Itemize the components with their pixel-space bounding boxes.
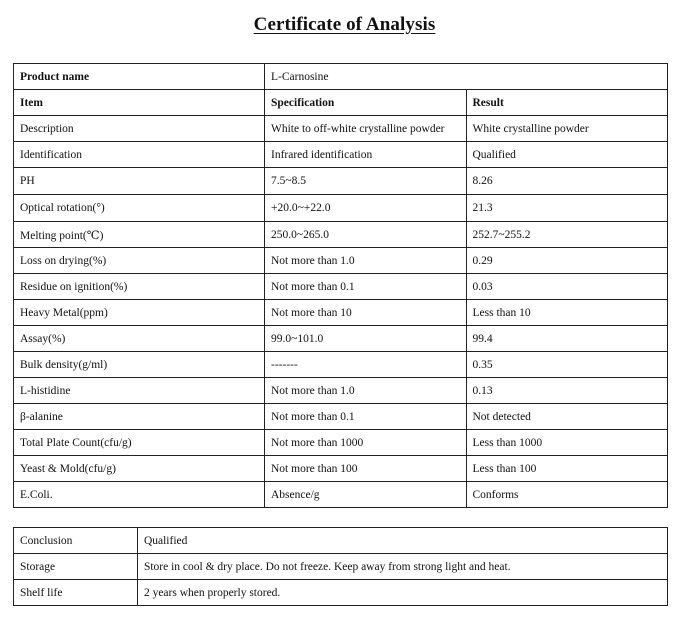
- row-item: Residue on ignition(%): [14, 274, 265, 300]
- table-row: [14, 456, 668, 482]
- row-result: 99.4: [466, 326, 668, 352]
- table-row: [14, 430, 668, 456]
- summary-row: [14, 580, 668, 606]
- row-item: Heavy Metal(ppm): [14, 300, 265, 326]
- header-result: Result: [466, 90, 668, 116]
- summary-table: [13, 527, 668, 606]
- row-item: Bulk density(g/ml): [14, 352, 265, 378]
- row-item: β-alanine: [14, 404, 265, 430]
- table-row: [14, 142, 668, 168]
- row-specification: Not more than 1.0: [265, 248, 467, 274]
- summary-value: Qualified: [137, 528, 667, 554]
- header-row: [14, 90, 668, 116]
- row-item: E.Coli.: [14, 482, 265, 508]
- summary-value: 2 years when properly stored.: [137, 580, 667, 606]
- row-specification: +20.0~+22.0: [265, 195, 467, 222]
- document-title: Certificate of Analysis: [253, 14, 436, 35]
- row-result: White crystalline powder: [466, 116, 668, 142]
- product-name-value: L-Carnosine: [265, 64, 668, 90]
- row-item: Yeast & Mold(cfu/g): [14, 456, 265, 482]
- row-specification: Not more than 100: [265, 456, 467, 482]
- row-result: 21.3: [466, 195, 668, 222]
- row-specification: White to off-white crystalline powder: [265, 116, 467, 142]
- summary-label: Shelf life: [14, 580, 138, 606]
- table-row: [14, 274, 668, 300]
- summary-row: [14, 554, 668, 580]
- row-result: Less than 1000: [466, 430, 668, 456]
- row-item: Melting point(℃): [14, 222, 265, 248]
- row-item: Optical rotation(°): [14, 195, 265, 222]
- row-result: Less than 10: [466, 300, 668, 326]
- row-result: Less than 100: [466, 456, 668, 482]
- row-specification: Infrared identification: [265, 142, 467, 168]
- row-item: Loss on drying(%): [14, 248, 265, 274]
- row-item: PH: [14, 168, 265, 195]
- table-row: [14, 222, 668, 248]
- row-result: Conforms: [466, 482, 668, 508]
- row-result: 0.35: [466, 352, 668, 378]
- row-specification: Not more than 10: [265, 300, 467, 326]
- header-specification: Specification: [265, 90, 467, 116]
- summary-label: Storage: [14, 554, 138, 580]
- row-item: Identification: [14, 142, 265, 168]
- summary-label: Conclusion: [14, 528, 138, 554]
- row-specification: Not more than 0.1: [265, 274, 467, 300]
- summary-value: Store in cool & dry place. Do not freeze. Keep away from strong light and heat.: [137, 554, 667, 580]
- table-row: [14, 326, 668, 352]
- summary-row: [14, 528, 668, 554]
- row-item: Assay(%): [14, 326, 265, 352]
- analysis-table: [13, 63, 668, 508]
- row-specification: 7.5~8.5: [265, 168, 467, 195]
- product-row: [14, 64, 668, 90]
- table-row: [14, 195, 668, 222]
- row-result: 0.03: [466, 274, 668, 300]
- header-item: Item: [14, 90, 265, 116]
- row-result: Not detected: [466, 404, 668, 430]
- row-specification: Not more than 1.0: [265, 378, 467, 404]
- table-row: [14, 168, 668, 195]
- row-specification: 99.0~101.0: [265, 326, 467, 352]
- table-row: [14, 378, 668, 404]
- row-item: Total Plate Count(cfu/g): [14, 430, 265, 456]
- table-row: [14, 248, 668, 274]
- row-specification: Absence/g: [265, 482, 467, 508]
- row-item: Description: [14, 116, 265, 142]
- table-row: [14, 352, 668, 378]
- product-name-label: Product name: [14, 64, 265, 90]
- row-result: 252.7~255.2: [466, 222, 668, 248]
- row-specification: -------: [265, 352, 467, 378]
- table-row: [14, 404, 668, 430]
- row-result: 0.13: [466, 378, 668, 404]
- table-row: [14, 482, 668, 508]
- row-specification: 250.0~265.0: [265, 222, 467, 248]
- row-result: 8.26: [466, 168, 668, 195]
- row-item: L-histidine: [14, 378, 265, 404]
- table-row: [14, 116, 668, 142]
- row-specification: Not more than 1000: [265, 430, 467, 456]
- table-row: [14, 300, 668, 326]
- row-result: Qualified: [466, 142, 668, 168]
- row-specification: Not more than 0.1: [265, 404, 467, 430]
- row-result: 0.29: [466, 248, 668, 274]
